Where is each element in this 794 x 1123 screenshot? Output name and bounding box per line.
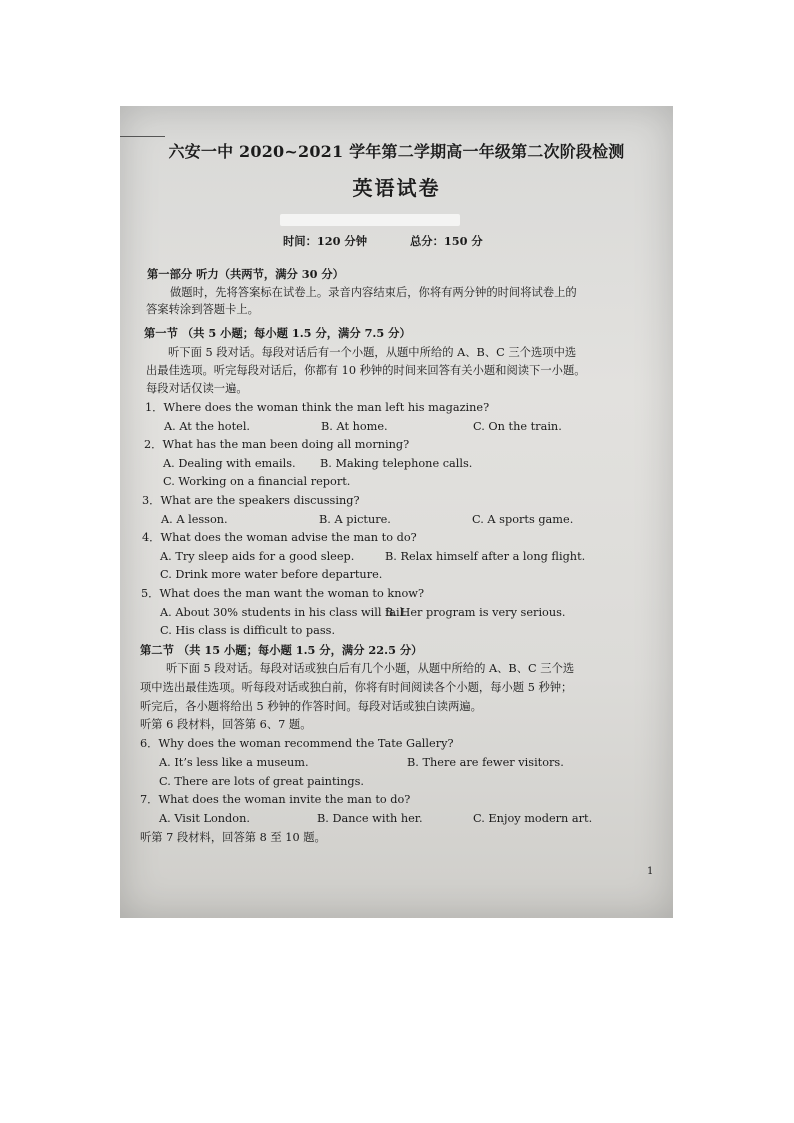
redacted-area <box>280 214 460 226</box>
q3-option-b: B. A picture. <box>319 513 391 526</box>
section2-heading: 第二节 （共 15 小题；每小题 1.5 分，满分 22.5 分） <box>140 643 423 657</box>
q4-option-c: C. Drink more water before departure. <box>160 568 383 581</box>
q5-option-b: B. Her program is very serious. <box>385 606 566 619</box>
q4-option-a: A. Try sleep aids for a good sleep. <box>160 550 355 563</box>
material-7-intro: 听第 7 段材料，回答第 8 至 10 题。 <box>140 831 326 844</box>
exam-page <box>120 106 673 918</box>
exam-time: 时间：120 分钟 <box>283 234 367 248</box>
q6-option-b: B. There are fewer visitors. <box>407 756 564 769</box>
q3-option-a: A. A lesson. <box>161 513 228 526</box>
q6-option-c: C. There are lots of great paintings. <box>159 775 365 788</box>
q2-option-a: A. Dealing with emails. <box>163 457 296 470</box>
q1-option-c: C. On the train. <box>473 420 562 433</box>
top-rule <box>120 136 165 137</box>
q3-option-c: C. A sports game. <box>472 513 574 526</box>
section2-instruction-1: 听下面 5 段对话。每段对话或独白后有几个小题，从题中所给的 A、B、C 三个选 <box>166 662 575 675</box>
q2-option-b: B. Making telephone calls. <box>320 457 473 470</box>
q5-option-a: A. About 30% students in his class will fail. <box>160 606 407 619</box>
question-7: 7．What does the woman invite the man to do? <box>140 793 411 806</box>
question-1: 1．Where does the woman think the man left his magazine? <box>145 401 490 414</box>
section1-instruction-2: 出最佳选项。听完每段对话后，你都有 10 秒钟的时间来回答有关小题和阅读下一小题。 <box>146 364 586 377</box>
part1-heading: 第一部分 听力（共两节，满分 30 分） <box>147 267 344 281</box>
section1-heading: 第一节 （共 5 小题；每小题 1.5 分，满分 7.5 分） <box>144 326 411 340</box>
exam-subject: 英语试卷 <box>352 176 441 200</box>
q1-option-b: B. At home. <box>321 420 388 433</box>
question-3: 3．What are the speakers discussing? <box>142 494 360 507</box>
q6-option-a: A. It’s less like a museum. <box>159 756 309 769</box>
section1-instruction-3: 每段对话仅读一遍。 <box>146 382 248 395</box>
q2-option-c: C. Working on a financial report. <box>163 475 351 488</box>
question-4: 4．What does the woman advise the man to do? <box>142 531 417 544</box>
question-2: 2．What has the man been doing all morning? <box>144 438 410 451</box>
q7-option-a: A. Visit London. <box>159 812 250 825</box>
question-6: 6．Why does the woman recommend the Tate Gallery? <box>140 737 454 750</box>
q7-option-c: C. Enjoy modern art. <box>473 812 593 825</box>
q5-option-c: C. His class is difficult to pass. <box>160 624 336 637</box>
page-number: 1 <box>647 866 654 877</box>
part1-instruction-1: 做题时，先将答案标在试卷上。录音内容结束后，你将有两分钟的时间将试卷上的 <box>170 286 577 299</box>
question-5: 5．What does the man want the woman to know? <box>141 587 425 600</box>
part1-instruction-2: 答案转涂到答题卡上。 <box>146 303 259 316</box>
q7-option-b: B. Dance with her. <box>317 812 423 825</box>
section2-instruction-3: 听完后，各小题将给出 5 秒钟的作答时间。每段对话或独白读两遍。 <box>140 700 482 713</box>
q1-option-a: A. At the hotel. <box>164 420 251 433</box>
material-6-intro: 听第 6 段材料，回答第 6、7 题。 <box>140 718 312 731</box>
section2-instruction-2: 项中选出最佳选项。听每段对话或独白前，你将有时间阅读各个小题，每小题 5 秒钟； <box>140 681 573 694</box>
exam-score: 总分：150 分 <box>410 234 483 248</box>
q4-option-b: B. Relax himself after a long flight. <box>385 550 586 563</box>
section1-instruction-1: 听下面 5 段对话。每段对话后有一个小题，从题中所给的 A、B、C 三个选项中选 <box>168 346 577 359</box>
exam-title: 六安一中 2020~2021 学年第二学期高一年级第二次阶段检测 <box>168 142 625 161</box>
